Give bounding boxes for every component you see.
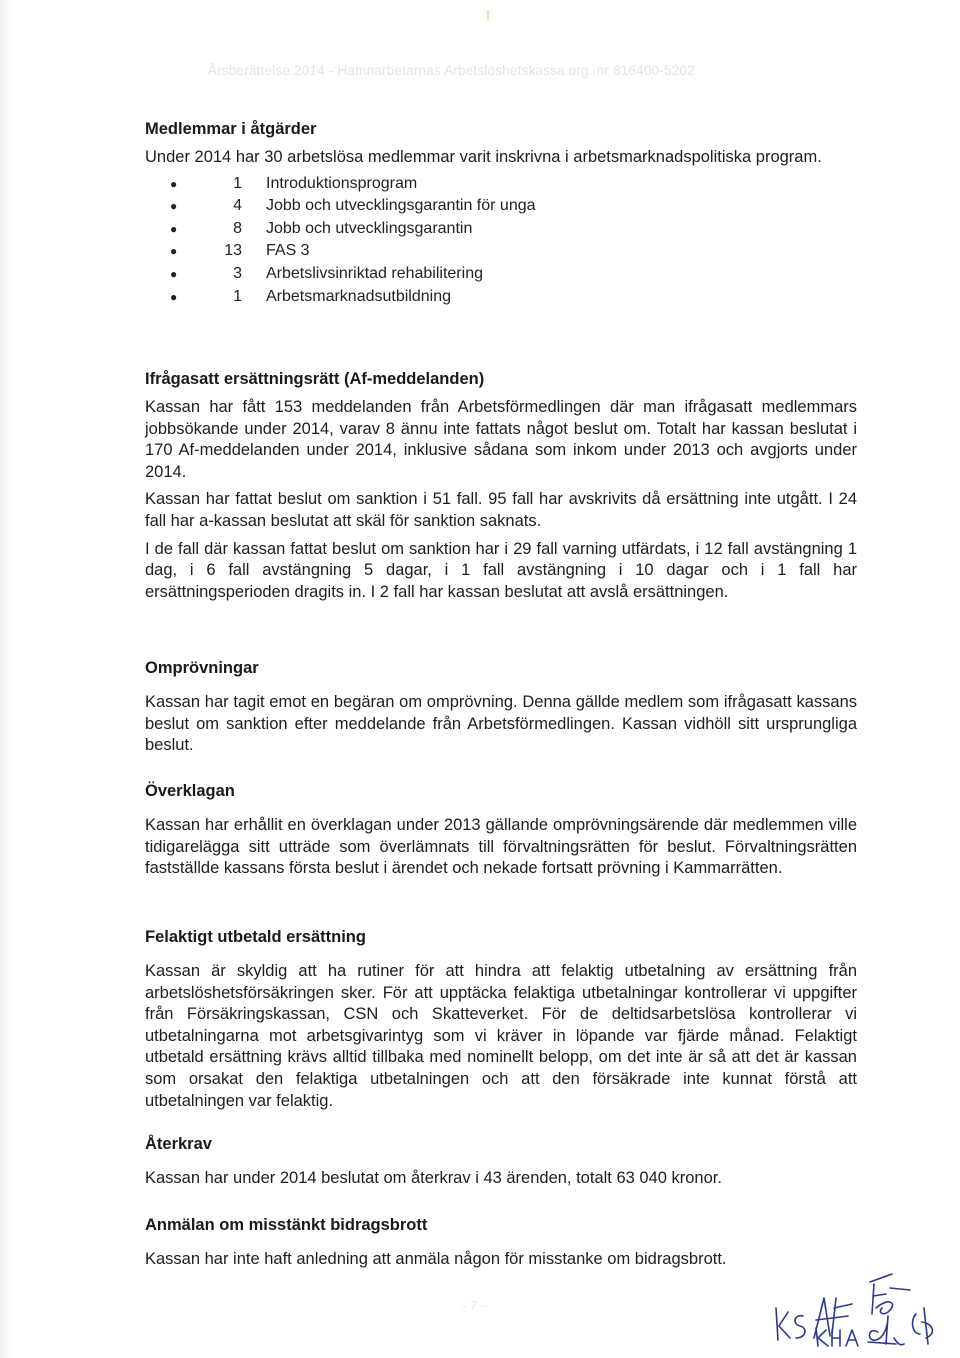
section-title: Ifrågasatt ersättningsrätt (Af-meddelanden) (145, 370, 485, 388)
section-omprovningar (145, 659, 857, 763)
section-aterkrav (145, 1135, 857, 1196)
item-count: 1 (233, 287, 242, 305)
item-label: FAS 3 (266, 242, 310, 260)
section-paragraph: Under 2014 har 30 arbetslösa medlemmar varit inskrivna i arbetsmarknadspolitiska program. (145, 148, 822, 166)
item-label: Jobb och utvecklingsgarantin för unga (266, 197, 536, 215)
section-paragraph: Kassan har under 2014 beslutat om återkrav i 43 ärenden, totalt 63 040 kronor. (145, 1169, 722, 1187)
section-title: Felaktigt utbetald ersättning (145, 928, 366, 946)
handwritten-initials-signature (770, 1268, 945, 1348)
section-paragraph: Kassan har fattat beslut om sanktion i 51 fall. 95 fall har avskrivits då ersättning inte utgått. I 24 fall har a-kassan beslutat att skäl för sanktion saknats. (145, 490, 857, 530)
bullet-icon: ● (170, 244, 178, 259)
bullet-icon: ● (170, 176, 178, 191)
list-item (145, 240, 857, 263)
section-overklagan (145, 782, 857, 886)
list-item (145, 286, 857, 309)
page-number: - 7 - (462, 1298, 486, 1313)
section-ifragasatt (145, 370, 857, 609)
section-title: Anmälan om misstänkt bidragsbrott (145, 1216, 428, 1234)
section-title: Medlemmar i åtgärder (145, 120, 317, 138)
item-label: Arbetsmarknadsutbildning (266, 287, 451, 305)
item-label: Introduktionsprogram (266, 174, 418, 192)
section-paragraph: I de fall där kassan fattat beslut om sanktion har i 29 fall varning utfärdats, i 12 fall avstängning 1 dag, i 6 fall avstängning 5 dagar, i 1 fall avstängning i 10 dagar och i 1 fall har ersättningsperioden dragits in. I 2 fall har kassan beslutat att avslå ersättningen. (145, 539, 857, 601)
section-paragraph: Kassan är skyldig att ha rutiner för att hindra att felaktig utbetalning av ersättning från arbetslöshetsförsäkringen sker. För att upptäcka felaktiga utbetalningar kontrollerar vi uppgifter från Försäkringskassan, CSN och Skatteverket. För de deltidsarbetslösa kontrollerar vi utbetalningarna mot arbetsgivarintyg som vi kräver in löpande var fjärde månad. Felaktigt utbetald ersättning krävs alltid tillbaka med nominellt belopp, om det inte är så att det är kassan som orsakat den felaktiga utbetalningen och att den försäkrade inte kunnat förstå att utbetalningen var felaktig. (145, 962, 857, 1110)
section-title: Omprövningar (145, 659, 259, 677)
bullet-icon: ● (170, 289, 178, 304)
bullet-icon: ● (170, 199, 178, 214)
list-item (145, 218, 857, 241)
section-title: Överklagan (145, 782, 235, 800)
item-count: 3 (233, 264, 242, 282)
item-count: 8 (233, 219, 242, 237)
section-paragraph: Kassan har inte haft anledning att anmäla någon för misstanke om bidragsbrott. (145, 1250, 727, 1268)
section-felaktigt (145, 928, 857, 1118)
program-list (145, 173, 857, 309)
bullet-icon: ● (170, 221, 178, 236)
item-count: 13 (224, 242, 242, 260)
item-count: 1 (233, 174, 242, 192)
list-item (145, 195, 857, 218)
section-paragraph: Kassan har tagit emot en begäran om omprövning. Denna gällde medlem som ifrågasatt kassans beslut om sanktion efter meddelande från Arbetsförmedlingen. Kassan vidhöll sitt ursprungliga beslut. (145, 693, 857, 755)
list-item (145, 263, 857, 286)
section-paragraph: Kassan har fått 153 meddelanden från Arbetsförmedlingen där man ifrågasatt medlemmars jobbsökande under 2014, varav 8 ännu inte fattats något beslut om. Totalt har kassan beslutat i 170 Af-meddelanden under 2014, inklusive sådana som inkom under 2013 och avgjorts under 2014. (145, 398, 857, 481)
item-count: 4 (233, 197, 242, 215)
page-header: Årsberättelse 2014 - Hamnarbetarnas Arbetslöshetskassa org. nr 816400-5202 (208, 63, 695, 78)
scan-edge-shadow (0, 0, 14, 1358)
list-item (145, 173, 857, 196)
bullet-icon: ● (170, 266, 178, 281)
section-medlemmar (145, 120, 857, 308)
scan-speck (487, 10, 489, 20)
section-anmalan (145, 1216, 857, 1277)
section-paragraph: Kassan har erhållit en överklagan under 2013 gällande omprövningsärende där medlemmen ville tidigarelägga sitt utträde som överlämnats till förvaltningsrätten för beslut. Förvaltningsrätten fastställde kassans första beslut i ärendet och nekade fortsatt prövning i Kammarrätten. (145, 816, 857, 878)
section-title: Återkrav (145, 1135, 212, 1153)
item-label: Jobb och utvecklingsgarantin (266, 219, 473, 237)
item-label: Arbetslivsinriktad rehabilitering (266, 264, 483, 282)
